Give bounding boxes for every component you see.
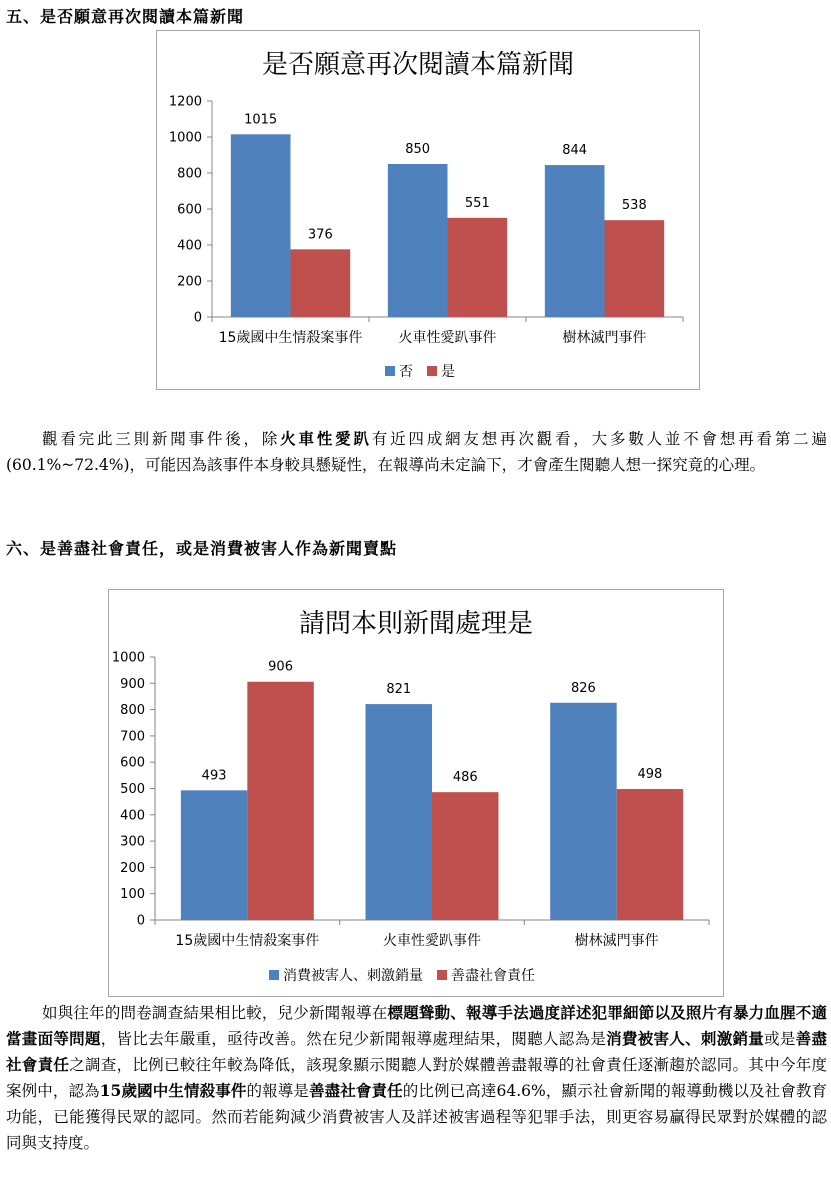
chart-2 [108, 589, 724, 997]
data-label: 486 [452, 770, 478, 786]
data-label: 821 [386, 682, 412, 698]
y-tick-label: 1200 [168, 94, 202, 110]
data-label: 844 [562, 143, 588, 159]
x-category-label: 火車性愛趴事件 [383, 933, 481, 949]
emphasis-text: 善盡社會責任 [6, 1029, 827, 1074]
data-label: 551 [464, 195, 490, 211]
bar [366, 704, 432, 920]
bar [617, 789, 683, 920]
body-text: 有近四成網友想再次觀看，大多數人並不會想再看第二遍(60.1%~72.4%)，可能因為該事件本身較具懸疑性，在報導尚未定論下，才會產生閱聽人想一探究竟的心理。 [6, 430, 827, 474]
legend-swatch [385, 366, 395, 376]
emphasis-text: 消費被害人、刺激銷量 [606, 1029, 765, 1048]
x-category-label: 15歲國中生情殺案事件 [218, 330, 363, 346]
emphasis-text: 標題聳動、報導手法過度詳述犯罪細節以及照片有暴力血腥不適當畫面等問題 [6, 1003, 827, 1048]
y-tick-label: 200 [177, 274, 202, 290]
body-text: ，皆比去年嚴重，亟待改善。然在兒少新聞報導處理結果，閱聽人認為是 [100, 1030, 607, 1048]
y-tick-label: 200 [120, 860, 145, 876]
section-5-paragraph [6, 426, 827, 478]
bar [181, 790, 247, 920]
x-category-label: 火車性愛趴事件 [398, 330, 497, 346]
section-6-heading: 六、是善盡社會責任，或是消費被害人作為新聞賣點 [6, 539, 398, 558]
y-tick-label: 600 [120, 755, 145, 771]
data-label: 376 [307, 227, 333, 243]
body-text: 觀看完此三則新聞事件後，除 [42, 430, 281, 448]
data-label: 538 [621, 198, 647, 214]
legend-swatch [427, 366, 437, 376]
bar [291, 249, 351, 317]
section-6-paragraph [6, 1000, 827, 1156]
bar [448, 218, 508, 317]
emphasis-text: 15歲國中生情殺事件 [99, 1081, 247, 1100]
y-tick-label: 900 [120, 676, 145, 692]
data-label: 498 [637, 767, 663, 783]
legend-swatch [437, 970, 447, 980]
y-tick-label: 0 [136, 913, 145, 929]
y-tick-label: 800 [177, 166, 202, 182]
y-tick-label: 500 [120, 782, 145, 797]
y-tick-label: 1000 [168, 130, 202, 146]
x-category-label: 樹林滅門事件 [574, 933, 659, 949]
data-label: 1015 [244, 112, 278, 128]
bar [432, 792, 498, 920]
x-category-label: 樹林滅門事件 [562, 330, 647, 346]
data-label: 493 [201, 768, 227, 784]
data-label: 850 [405, 142, 431, 157]
data-label: 906 [268, 659, 293, 675]
chart-title: 是否願意再次閱讀本篇新聞 [261, 50, 575, 80]
legend-swatch [269, 970, 279, 980]
y-tick-label: 100 [120, 887, 145, 903]
body-text: 或是 [764, 1030, 796, 1048]
legend-label: 是 [441, 364, 455, 380]
chart-title: 請問本則新聞處理是 [298, 609, 534, 639]
legend-label: 消費被害人、刺激銷量 [283, 968, 423, 984]
y-tick-label: 300 [120, 834, 145, 850]
emphasis-text: 善盡社會責任 [308, 1081, 403, 1100]
y-tick-label: 600 [177, 202, 202, 218]
body-text: 之調查，比例已較往年較為降低，該現象顯示閱聽人對於媒體善盡報導的社會責任逐漸趨於認同。其中今年度案例中，認為 [6, 1056, 827, 1100]
y-tick-label: 1000 [111, 650, 145, 666]
legend-label: 善盡社會責任 [451, 968, 535, 984]
y-tick-label: 400 [120, 808, 145, 824]
legend-label: 否 [399, 364, 413, 380]
bar [605, 220, 665, 317]
bar [388, 164, 448, 317]
bar [231, 134, 291, 317]
bar [247, 682, 313, 920]
bar [545, 165, 605, 317]
section-5-heading: 五、是否願意再次閱讀本篇新聞 [6, 7, 245, 26]
bar [550, 703, 616, 920]
data-label: 826 [571, 680, 596, 696]
chart-2-svg [109, 590, 725, 998]
body-text: 如與往年的問卷調查結果相比較，兒少新聞報導在 [42, 1004, 388, 1022]
y-tick-label: 400 [177, 238, 202, 254]
chart-1-svg [157, 31, 701, 391]
body-text: 的報導是 [246, 1082, 309, 1100]
emphasis-text: 火車性愛趴 [280, 429, 372, 448]
y-tick-label: 800 [120, 703, 145, 719]
body-text: 的比例已高達64.6%，顯示社會新聞的報導動機以及社會教育功能，已能獲得民眾的認同。然而若能夠減少消費被害人及詳述被害過程等犯罪手法，則更容易贏得民眾對於媒體的認同與支持度。 [6, 1082, 827, 1152]
y-tick-label: 0 [193, 310, 202, 326]
x-category-label: 15歲國中生情殺案事件 [175, 933, 320, 949]
y-tick-label: 700 [120, 729, 145, 745]
chart-1 [156, 30, 700, 390]
